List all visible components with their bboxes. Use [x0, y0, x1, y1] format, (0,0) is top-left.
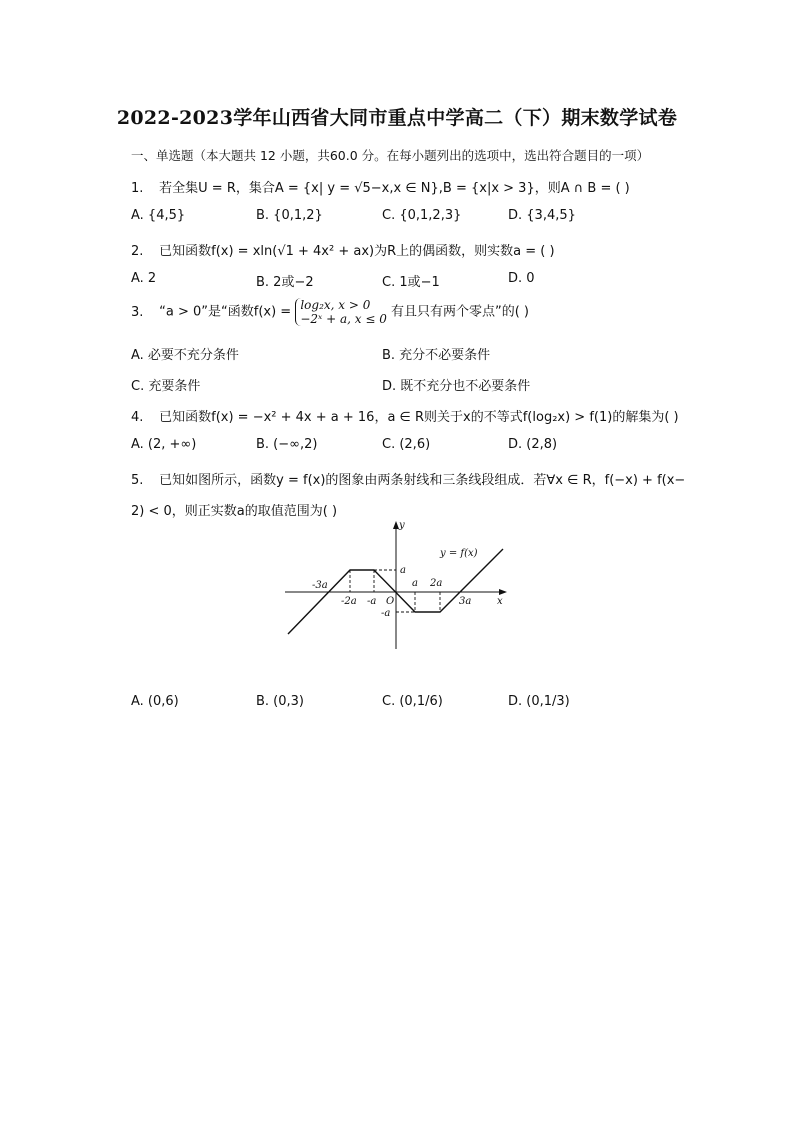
piece-bottom: −2ˣ + a, x ≤ 0 [300, 312, 387, 326]
question-number: 1. [131, 181, 144, 196]
page-title: 2022-2023学年山西省大同市重点中学高二（下）期末数学试卷 [116, 107, 678, 129]
option-d[interactable]: D. (0,1/3) [508, 694, 570, 709]
question-4 [131, 406, 679, 425]
option-d[interactable]: D. 既不充分也不必要条件 [382, 379, 531, 394]
tick-label: -3a [312, 580, 328, 591]
question-stem-line1: 已知如图所示，函数y = f(x)的图象由两条射线和三条线段组成．若∀x ∈ R，f(−x) + f(x− [159, 473, 686, 488]
option-a[interactable]: A. (0,6) [131, 694, 179, 709]
tick-label: a [412, 578, 418, 589]
option-c[interactable]: C. (2,6) [382, 437, 431, 452]
option-a[interactable]: A. {4,5} [131, 208, 186, 223]
question-5-line2: 2) < 0，则正实数a的取值范围为( ) [131, 504, 338, 519]
question-stem: 已知函数f(x) = xln(√1 + 4x² + ax)为R上的偶函数，则实数a = ( ) [159, 244, 555, 259]
option-b[interactable]: B. 充分不必要条件 [382, 348, 491, 363]
option-d[interactable]: D. 0 [508, 271, 535, 286]
option-c[interactable]: C. {0,1,2,3} [382, 208, 462, 223]
option-c[interactable]: C. 充要条件 [131, 379, 201, 394]
question-number: 5. [131, 473, 144, 488]
option-b[interactable]: B. {0,1,2} [256, 208, 323, 223]
option-b[interactable]: B. (0,3) [256, 694, 305, 709]
option-a[interactable]: A. 2 [131, 271, 157, 286]
piecewise-function [295, 298, 387, 326]
question-2 [131, 240, 555, 259]
option-d[interactable]: D. (2,8) [508, 437, 558, 452]
tick-label: -2a [341, 596, 357, 607]
question-number: 2. [131, 244, 144, 259]
question-stem: 已知函数f(x) = −x² + 4x + a + 16，a ∈ R则关于x的不等式f(log₂x) > f(1)的解集为( ) [159, 410, 679, 425]
x-axis-label: x [497, 596, 503, 607]
tick-label: a [400, 565, 406, 576]
y-axis-label: y [399, 520, 405, 531]
x-axis-arrow-icon [499, 589, 507, 595]
question-stem: 若全集U = R，集合A = {x| y = √5−x,x ∈ N},B = {x|x > 3}，则A ∩ B = ( ) [159, 181, 630, 196]
option-b[interactable]: B. (−∞,2) [256, 437, 318, 452]
tick-label: 3a [459, 596, 472, 607]
function-graph [285, 518, 510, 653]
question-5 [131, 469, 685, 488]
option-d[interactable]: D. {3,4,5} [508, 208, 576, 223]
question-number: 3. [131, 304, 144, 320]
question-3 [131, 298, 529, 326]
option-b[interactable]: B. 2或−2 [256, 275, 314, 290]
origin-label: O [386, 596, 395, 607]
tick-label: -a [367, 596, 377, 607]
question-number: 4. [131, 410, 144, 425]
option-c[interactable]: C. 1或−1 [382, 275, 440, 290]
option-a[interactable]: A. (2, +∞) [131, 437, 197, 452]
question-stem-end: 有且只有两个零点”的( ) [390, 304, 529, 320]
option-c[interactable]: C. (0,1/6) [382, 694, 443, 709]
tick-label: -a [381, 608, 391, 619]
option-a[interactable]: A. 必要不充分条件 [131, 348, 239, 363]
curve-label: y = f(x) [440, 548, 478, 559]
tick-label: 2a [430, 578, 443, 589]
question-1 [131, 177, 630, 196]
question-stem-start: “a > 0”是“函数f(x) = [159, 304, 292, 320]
section-header: 一、单选题（本大题共 12 小题，共60.0 分。在每小题列出的选项中，选出符合题目的一项） [131, 148, 650, 163]
piece-top: log₂x, x > 0 [300, 298, 371, 312]
